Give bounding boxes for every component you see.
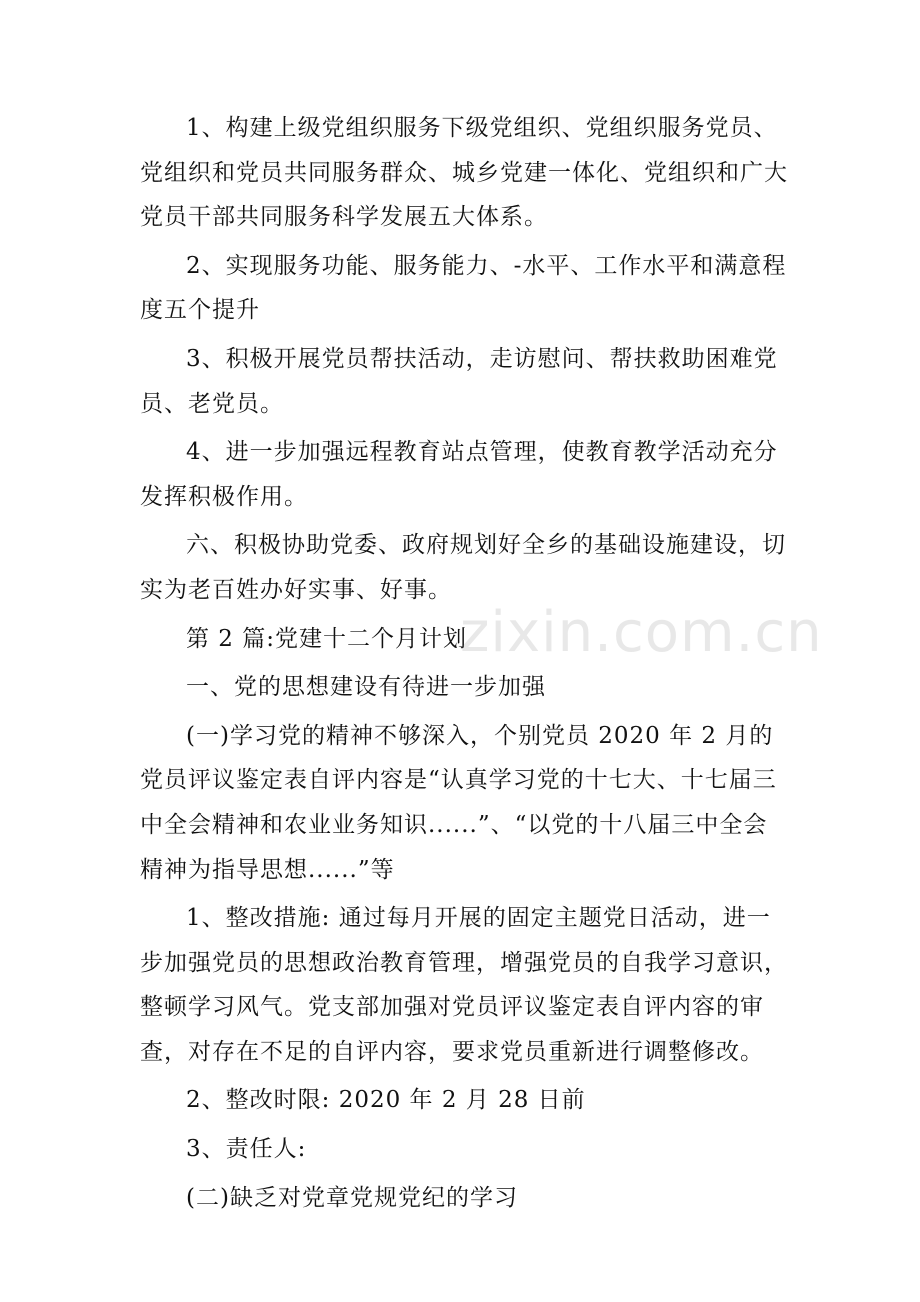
paragraph-item-3: 3、积极开展党员帮扶活动，走访慰问、帮扶救助困难党员、老党员。 xyxy=(140,345,778,417)
subsection-2: (二)缺乏对党章党规党纪的学习 xyxy=(186,1184,518,1211)
measures-paragraph: 1、整改措施: 通过每月开展的固定主题党日活动，进一步加强党员的思想政治教育管理，增强党员的自我学习意识，整顿学习风气。党支部加强对党员评议鉴定表自评内容的审查，对存在不足的自评内容，要求党员重新进行调整修改。 xyxy=(140,905,788,1065)
watermark-text: zixin.com.cn xyxy=(460,600,823,665)
section-heading-1: 一、党的思想建设有待进一步加强 xyxy=(186,674,546,701)
paragraph-item-1: 1、构建上级党组织服务下级党组织、党组织服务党员、党组织和党员共同服务群众、城乡党建一体化、党组织和广大党员干部共同服务科学发展五大体系。 xyxy=(140,115,788,231)
responsible-paragraph: 3、责任人: xyxy=(186,1136,307,1163)
deadline-paragraph: 2、整改时限: 2020 年 2 月 28 日前 xyxy=(186,1087,586,1114)
document-body xyxy=(140,106,790,1224)
paragraph-item-4: 4、进一步加强远程教育站点管理，使教育教学活动充分发挥积极作用。 xyxy=(140,439,778,510)
paragraph-section-6: 六、积极协助党委、政府规划好全乡的基础设施建设，切实为老百姓办好实事、好事。 xyxy=(140,532,786,603)
paragraph-item-2: 2、实现服务功能、服务能力、-水平、工作水平和满意程度五个提升 xyxy=(140,252,787,324)
article-heading: 第 2 篇:党建十二个月计划 xyxy=(186,625,468,652)
subsection-1: (一)学习党的精神不够深入，个别党员 2020 年 2 月的党员评议鉴定表自评内容是“认真学习党的十七大、十七届三中全会精神和农业业务知识......”、“以党的十八届三中全会精神为指导思想......”等 xyxy=(140,722,777,883)
